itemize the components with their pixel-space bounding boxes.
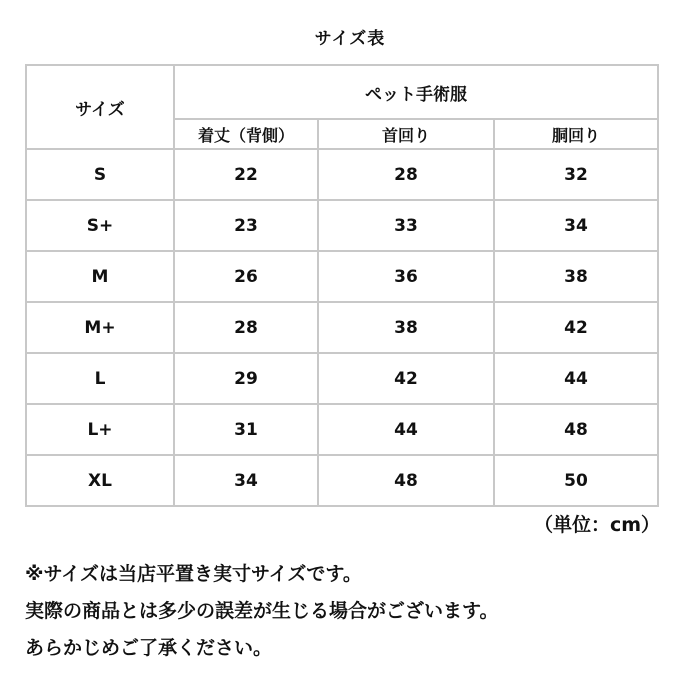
waist-cell: 42 [494,302,658,353]
neck-cell: 44 [318,404,494,455]
length-cell: 34 [174,455,318,506]
length-cell: 23 [174,200,318,251]
length-cell: 26 [174,251,318,302]
table-row [26,251,658,302]
table-row [26,200,658,251]
group-header: ペット手術服 [174,65,658,119]
size-table [25,64,659,507]
neck-cell: 33 [318,200,494,251]
notes [25,556,685,667]
unit-note: （単位：cm） [533,514,660,536]
size-cell: L+ [26,404,174,455]
size-cell: XL [26,455,174,506]
table-row [26,455,658,506]
length-cell: 29 [174,353,318,404]
note-line: ※サイズは当店平置き実寸サイズです。 [25,563,362,585]
waist-cell: 32 [494,149,658,200]
length-column-header: 着丈（背側） [174,119,318,149]
size-cell: S+ [26,200,174,251]
table-row [26,404,658,455]
waist-column-header: 胴回り [494,119,658,149]
size-cell: L [26,353,174,404]
page-title: サイズ表 [314,29,386,49]
size-cell: M [26,251,174,302]
waist-cell: 44 [494,353,658,404]
neck-cell: 28 [318,149,494,200]
note-line: あらかじめご了承ください。 [25,637,273,659]
length-cell: 28 [174,302,318,353]
table-header-row [26,65,658,119]
note-line: 実際の商品とは多少の誤差が生じる場合がございます。 [25,600,499,622]
table-row [26,353,658,404]
neck-cell: 38 [318,302,494,353]
size-cell: M+ [26,302,174,353]
neck-cell: 36 [318,251,494,302]
size-column-header: サイズ [26,65,174,149]
length-cell: 31 [174,404,318,455]
neck-cell: 48 [318,455,494,506]
length-cell: 22 [174,149,318,200]
neck-cell: 42 [318,353,494,404]
waist-cell: 50 [494,455,658,506]
table-row [26,149,658,200]
waist-cell: 38 [494,251,658,302]
table-row [26,302,658,353]
waist-cell: 48 [494,404,658,455]
waist-cell: 34 [494,200,658,251]
neck-column-header: 首回り [318,119,494,149]
size-cell: S [26,149,174,200]
